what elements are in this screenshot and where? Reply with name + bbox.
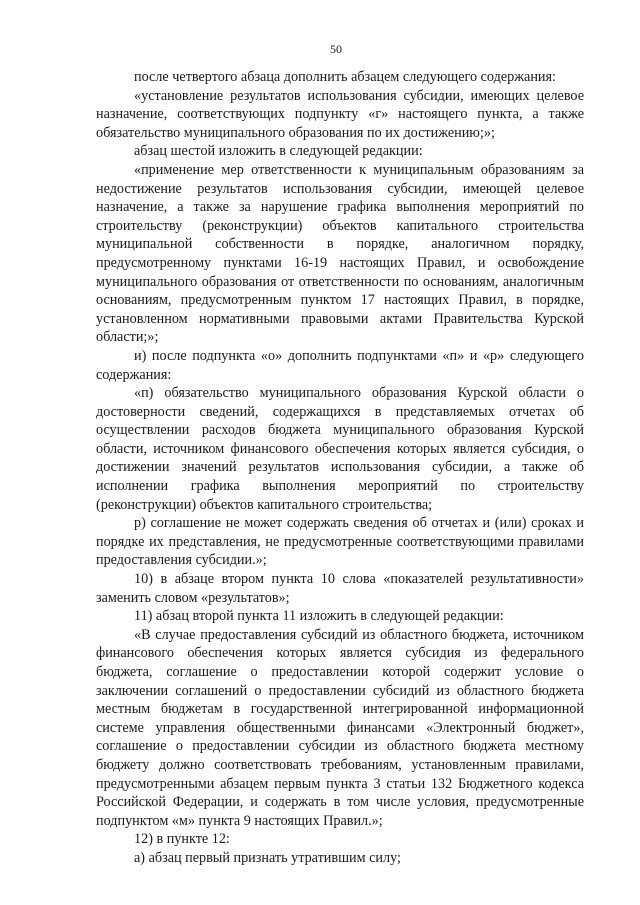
paragraph: а) абзац первый признать утратившим силу;	[134, 849, 401, 866]
paragraph: «установление результатов использования субсидии, имеющих целевое назначение, соответствующих подпункту «г» настоящего пункта, а также обязательство муниципального образования по их достижению;»;	[96, 87, 584, 141]
paragraph: «применение мер ответственности к муниципальным образованиям за недостижение результатов использования субсидии, имеющей целевое назначение, а также за нарушение графика выполнения мероприятий по строительству (реконструкции) объектов капитального строительства муниципальной собственности в порядке, аналогичном порядку, предусмотренному пунктами 16-19 настоящих Правил, и освобождение муниципального образования от ответственности по основаниям, аналогичным основаниям, предусмотренным пунктом 17 настоящих Правил, в порядке, установленном нормативными правовыми актами Правительства Курской области;»;	[96, 161, 584, 346]
paragraph: абзац шестой изложить в следующей редакции:	[134, 143, 423, 160]
paragraph: 10) в абзаце втором пункта 10 слова «показателей результативности» заменить словом «результатов»;	[96, 571, 584, 606]
paragraph: 11) абзац второй пункта 11 изложить в следующей редакции:	[134, 608, 504, 625]
paragraph: 12) в пункте 12:	[134, 831, 230, 848]
document-body	[96, 68, 584, 868]
paragraph: после четвертого абзаца дополнить абзацем следующего содержания:	[134, 69, 556, 85]
paragraph: «В случае предоставления субсидий из областного бюджета, источником финансового обеспечения которых является субсидия из федерального бюджета, соглашение о предоставлении которой содержит условие о заключении соглашений о предоставлении субсидий из областного бюджета местным бюджетам в государственной интегрированной информационной системе управления общественными финансами «Электронный бюджет», соглашение о предоставлении субсидии из областного бюджета местному бюджету должно соответствовать требованиям, установленным правилами, предусмотренными абзацем первым пункта 3 статьи 132 Бюджетного кодекса Российской Федерации, и содержать в том числе условия, предусмотренные подпунктом «м» пункта 9 настоящих Правил.»;	[96, 626, 584, 829]
paragraph: «п) обязательство муниципального образования Курской области о достоверности сведений, содержащихся в представляемых отчетах об осуществлении расходов бюджета муниципального образования Курской области, источником финансового обеспечения которых является субсидия, о достижении значений результатов использования субсидии, а также об исполнении графика выполнения мероприятий по строительству (реконструкции) объектов капитального строительства;	[96, 385, 584, 513]
paragraph: р) соглашение не может содержать сведения об отчетах и (или) сроках и порядке их представления, не предусмотренные соответствующими правилами предоставления субсидии.»;	[96, 515, 584, 569]
page-number: 50	[330, 42, 342, 56]
paragraph: и) после подпункта «о» дополнить подпунктами «п» и «р» следующего содержания:	[96, 347, 584, 383]
